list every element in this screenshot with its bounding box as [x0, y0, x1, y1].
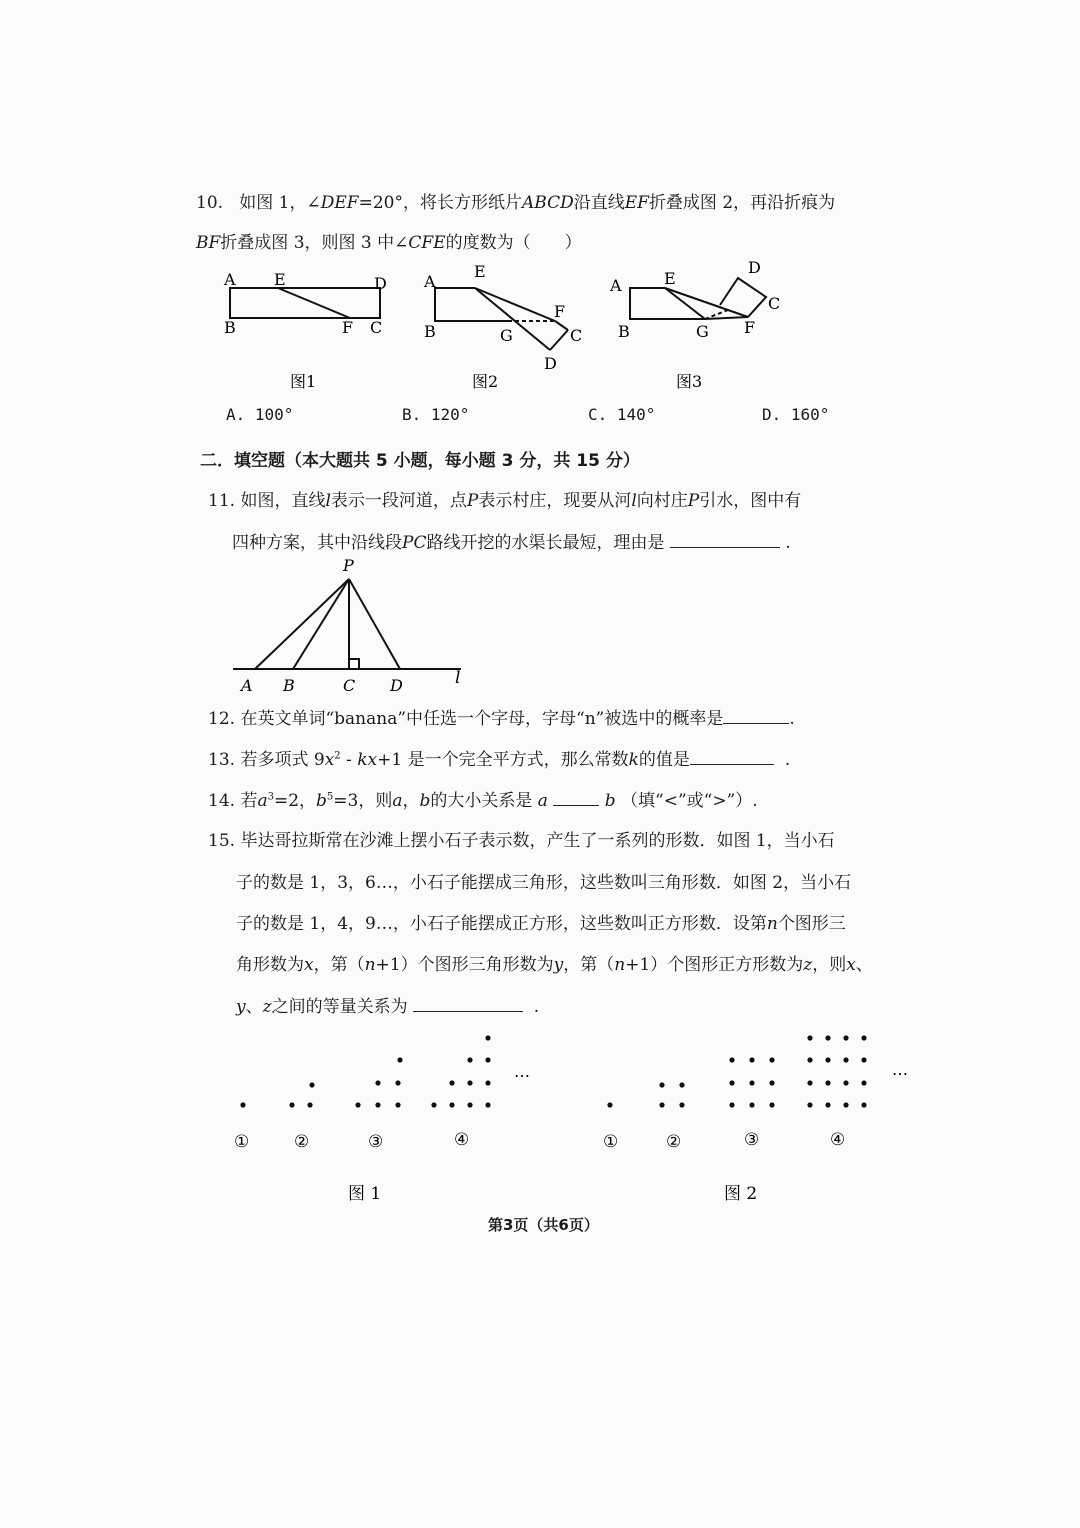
q10-figure-1 — [230, 288, 380, 318]
fig2-num-2: ② — [666, 1132, 682, 1152]
fig2-num-4: ④ — [830, 1130, 846, 1150]
q10-line2: BF折叠成图 3，则图 3 中∠CFE的度数为（ ） — [196, 233, 582, 253]
fig1-caption: 图1 — [290, 372, 317, 391]
fig1-label-c: C — [370, 318, 383, 337]
q11-answer-blank[interactable] — [670, 546, 780, 548]
fig1-label-f: F — [342, 318, 354, 337]
fig1-label-e: E — [274, 270, 286, 289]
fig1-num-4: ④ — [454, 1130, 470, 1150]
q11-label-d: D — [390, 676, 403, 695]
fig2-num-1: ① — [603, 1132, 619, 1152]
q11-label-b: B — [283, 676, 295, 695]
q15-figures — [220, 1025, 920, 1215]
q12-number: 12. — [208, 709, 236, 729]
q13-line: 13. 若多项式 $9x^2 - kx+1$ 是一个完全平方式，那么常数k的值是 . — [208, 750, 791, 770]
q10-line1: 10. 如图 1，∠DEF=20°，将长方形纸片ABCD沿直线EF折叠成图 2，再沿折痕为 — [196, 193, 836, 213]
q14-number: 14. — [208, 791, 236, 811]
fig1-ellipsis: … — [514, 1062, 530, 1081]
q14-answer-blank[interactable] — [553, 804, 599, 806]
q10-option-a: A. 100° — [226, 405, 294, 424]
fig1-label-a: A — [224, 270, 236, 289]
triangular-dots — [240, 1035, 490, 1107]
q11-number: 11. — [208, 491, 236, 511]
q13-number: 13. — [208, 750, 236, 770]
fig3-label-f: F — [744, 318, 756, 337]
fig3-label-g: G — [696, 322, 709, 341]
fig2-num-3: ③ — [744, 1130, 760, 1150]
fig2-label-b: B — [424, 322, 436, 341]
q15-line4: 角形数为x，第（n+1）个图形三角形数为y，第（n+1）个图形正方形数为z，则x、 — [236, 955, 873, 975]
q15-line2: 子的数是 1，3，6…，小石子能摆成三角形，这些数叫三角形数．如图 2，当小石 — [236, 873, 852, 893]
fig3-label-e: E — [664, 269, 676, 288]
q15-fig2-caption: 图 2 — [724, 1184, 758, 1204]
q11-label-p: P — [343, 556, 354, 575]
q12-answer-blank[interactable] — [723, 722, 789, 724]
fig2-caption: 图2 — [472, 372, 499, 391]
q11-label-a: A — [241, 676, 253, 695]
q10-option-b: B. 120° — [402, 405, 470, 424]
q15-number: 15. — [208, 831, 236, 851]
q11-label-c: C — [343, 676, 356, 695]
fig2-label-a: A — [424, 272, 436, 291]
q11-figure — [225, 553, 475, 698]
fig3-caption: 图3 — [676, 372, 703, 391]
q11-line1: 11. 如图，直线l表示一段河道，点P表示村庄，现要从河l向村庄P引水，图中有 — [208, 491, 802, 511]
fig1-label-b: B — [224, 318, 236, 337]
fig3-label-a: A — [610, 276, 622, 295]
q10-figures — [210, 255, 800, 395]
fig2-label-c: C — [570, 326, 583, 345]
fig1-num-2: ② — [294, 1132, 310, 1152]
q15-fig1-caption: 图 1 — [348, 1184, 382, 1204]
q12-line: 12. 在英文单词“banana”中任选一个字母，字母“n”被选中的概率是 . — [208, 709, 795, 729]
q11-label-l: l — [455, 668, 461, 688]
fig3-label-d: D — [748, 258, 761, 277]
q11-line2: 四种方案，其中沿线段PC路线开挖的水渠长最短，理由是 . — [232, 533, 791, 553]
q15-line3: 子的数是 1，4，9…，小石子能摆成正方形，这些数叫正方形数．设第n个图形三 — [236, 914, 846, 934]
page-footer: 第3页（共6页） — [488, 1216, 599, 1234]
fig2-ellipsis: … — [892, 1060, 908, 1079]
q10-option-d: D. 160° — [762, 405, 830, 424]
q15-line1: 15. 毕达哥拉斯常在沙滩上摆小石子表示数，产生了一系列的形数．如图 1，当小石 — [208, 831, 835, 851]
fig2-label-d: D — [544, 354, 557, 373]
section-2-title: 二．填空题（本大题共 5 小题，每小题 3 分，共 15 分） — [200, 451, 640, 471]
fig1-num-1: ① — [234, 1132, 250, 1152]
fig2-label-f: F — [554, 302, 566, 321]
square-dots — [607, 1035, 866, 1107]
q10-figure-3 — [630, 278, 766, 319]
q10-number: 10. — [196, 193, 224, 213]
q10-option-c: C. 140° — [588, 405, 656, 424]
q15-answer-blank[interactable] — [413, 1010, 523, 1012]
fig3-label-c: C — [768, 294, 781, 313]
fig1-label-d: D — [374, 274, 387, 293]
q15-line5: y、z之间的等量关系为 . — [236, 997, 540, 1017]
fig1-num-3: ③ — [368, 1132, 384, 1152]
fig3-label-b: B — [618, 322, 630, 341]
q13-answer-blank[interactable] — [690, 763, 774, 765]
q14-line: 14. 若$a^3=2$，$b^5=3$，则a，b的大小关系是 a b （填“<”或“>”）. — [208, 791, 758, 811]
fig2-label-g: G — [500, 326, 513, 345]
fig2-label-e: E — [474, 262, 486, 281]
